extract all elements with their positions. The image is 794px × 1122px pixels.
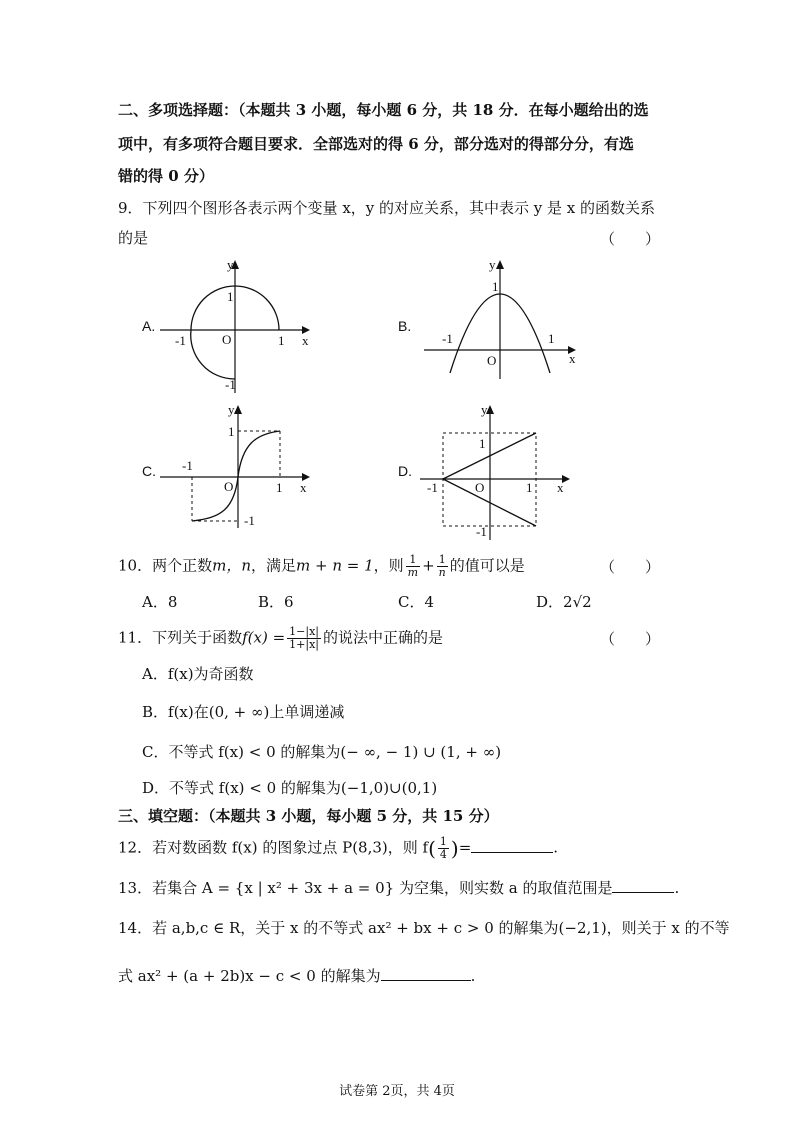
- graph-c-y-label: y: [228, 402, 235, 417]
- q10-frac1-num: 1: [406, 554, 420, 567]
- q10-stem: [118, 554, 525, 579]
- q9-option-b-label: B.: [398, 318, 412, 334]
- q10-frac-2: [437, 554, 448, 579]
- q10-answer-paren: （ ）: [600, 558, 661, 576]
- graph-a-origin: O: [222, 332, 232, 347]
- q9-graph-c: [160, 400, 320, 534]
- graph-c-tick-x1: 1: [276, 480, 283, 495]
- q9-answer-paren: （ ）: [600, 230, 661, 248]
- q11-suffix: 的说法中正确的是: [323, 628, 444, 647]
- q10-option-b: B．6: [258, 593, 294, 611]
- q10-mid2: ，则: [373, 556, 404, 575]
- q10-suffix: 的值可以是: [449, 556, 525, 575]
- graph-b-tick-neg1: -1: [442, 331, 453, 346]
- graph-b-tick-1: 1: [492, 279, 499, 294]
- q11-frac-den: 1+|x|: [289, 638, 319, 651]
- q9-graph-a: [160, 255, 320, 399]
- q11-prefix: 11．下列关于函数: [118, 628, 243, 647]
- graph-a-y-label: y: [227, 257, 234, 272]
- graph-b-tick-x1: 1: [548, 331, 555, 346]
- q11-option-c: C．不等式 f(x) < 0 的解集为(− ∞, − 1) ∪ (1, + ∞): [142, 743, 502, 761]
- graph-d-tick-y-neg1: -1: [476, 524, 487, 539]
- graph-d-tick-x1: 1: [526, 480, 533, 495]
- section2-line3: 错的得 0 分）: [118, 167, 214, 185]
- q13-text: 13．若集合 A = {x | x² + 3x + a = 0} 为空集，则实数 a 的取值范围是: [118, 879, 613, 897]
- graph-b-origin: O: [487, 353, 497, 368]
- q12-prefix: 12．若对数函数 f(x) 的图象过点 P(8,3)，则 f: [118, 838, 429, 857]
- q11-frac: [287, 626, 321, 651]
- q14-line2-text: 式 ax² + (a + 2b)x − c < 0 的解集为: [118, 967, 381, 985]
- q9-option-d-label: D.: [398, 463, 412, 479]
- graph-d-tick-1: 1: [479, 436, 486, 451]
- graph-c-tick-1: 1: [228, 424, 235, 439]
- q9-graph-b: [420, 255, 590, 389]
- q11-option-d: D．不等式 f(x) < 0 的解集为(−1,0)∪(0,1): [142, 779, 438, 797]
- q12-equals: =: [458, 838, 472, 857]
- q14-line1: 14．若 a,b,c ∈ R，关于 x 的不等式 ax² + bx + c > 0 的解集为(−2,1)，则关于 x 的不等: [118, 919, 730, 937]
- q12-answer-blank[interactable]: [471, 838, 553, 853]
- q10-frac2-num: 1: [437, 554, 448, 567]
- graph-d-y-label: y: [481, 402, 488, 417]
- q10-mid: ，满足: [250, 556, 296, 575]
- graph-d-tick-neg1: -1: [427, 480, 438, 495]
- q9-graph-d: [420, 400, 580, 549]
- graph-c-x-label: x: [300, 480, 307, 495]
- q10-option-a: A．8: [142, 593, 178, 611]
- q11-option-b: B．f(x)在(0, + ∞)上单调递减: [142, 703, 345, 721]
- q11-option-a: A．f(x)为奇函数: [142, 665, 254, 683]
- q10-condition: m + n = 1: [296, 556, 374, 575]
- q10-option-d: [536, 592, 592, 612]
- graph-c-tick-neg1: -1: [182, 458, 193, 473]
- graph-c-tick-y-neg1: -1: [244, 513, 255, 528]
- section3-title: 三、填空题：（本题共 3 小题，每小题 5 分，共 15 分）: [118, 807, 499, 825]
- q10-frac1-den: m: [407, 566, 419, 579]
- section2-line1: 二、多项选择题：（本题共 3 小题，每小题 6 分，共 18 分．在每小题给出的选: [118, 101, 649, 119]
- q9-line2: 的是: [118, 229, 149, 247]
- q10-frac2-den: n: [438, 566, 446, 579]
- q9-option-c-label: C.: [142, 463, 156, 479]
- page-footer: 试卷第 2页，共 4页: [339, 1084, 455, 1099]
- q11-stem: [118, 626, 443, 651]
- q10-frac-1: [406, 554, 420, 579]
- graph-c-origin: O: [224, 479, 234, 494]
- q10-option-d-prefix: D．: [536, 593, 564, 611]
- q11-func: f(x) =: [242, 628, 286, 647]
- graph-a-tick-neg1: -1: [175, 333, 186, 348]
- graph-d-x-label: x: [557, 480, 564, 495]
- q13-end: .: [674, 879, 680, 897]
- graph-a-x-label: x: [302, 333, 309, 348]
- q12-stem: 12．若对数函数 f(x) 的图象过点 P(8,3)，则 f( $\frac{1}{4}$ )= .: [118, 835, 559, 861]
- q14-line2: [118, 966, 475, 986]
- q13-stem: [118, 878, 679, 898]
- graph-b-x-label: x: [569, 351, 576, 366]
- graph-a-tick-x1: 1: [278, 333, 285, 348]
- graph-a-tick-y-neg1: -1: [225, 377, 236, 392]
- q12-end: .: [553, 838, 559, 857]
- q12-frac-num: 1: [439, 835, 447, 848]
- section2-line2: 项中，有多项符合题目要求．全部选对的得 6 分，部分选对的得部分分，有选: [118, 135, 634, 153]
- q10-plus: +: [422, 556, 435, 575]
- q12-frac-den: 4: [439, 848, 447, 861]
- q14-end: .: [470, 967, 476, 985]
- q11-answer-paren: （ ）: [600, 630, 661, 648]
- q14-answer-blank[interactable]: [381, 966, 471, 981]
- graph-d-origin: O: [475, 480, 485, 495]
- graph-a-tick-1: 1: [227, 289, 234, 304]
- q11-frac-num: 1−|x|: [289, 625, 319, 638]
- q10-vars: m，n: [212, 556, 251, 575]
- q10-option-c: C．4: [398, 593, 435, 611]
- graph-b-y-label: y: [489, 257, 496, 272]
- q10-prefix: 10．两个正数: [118, 556, 213, 575]
- q10-option-d-value: 2√2: [563, 593, 592, 611]
- q13-answer-blank[interactable]: [612, 878, 674, 893]
- q9-option-a-label: A.: [142, 318, 156, 334]
- q12-frac: [438, 836, 449, 861]
- q9-line1: 9．下列四个图形各表示两个变量 x，y 的对应关系，其中表示 y 是 x 的函数关系: [118, 199, 656, 217]
